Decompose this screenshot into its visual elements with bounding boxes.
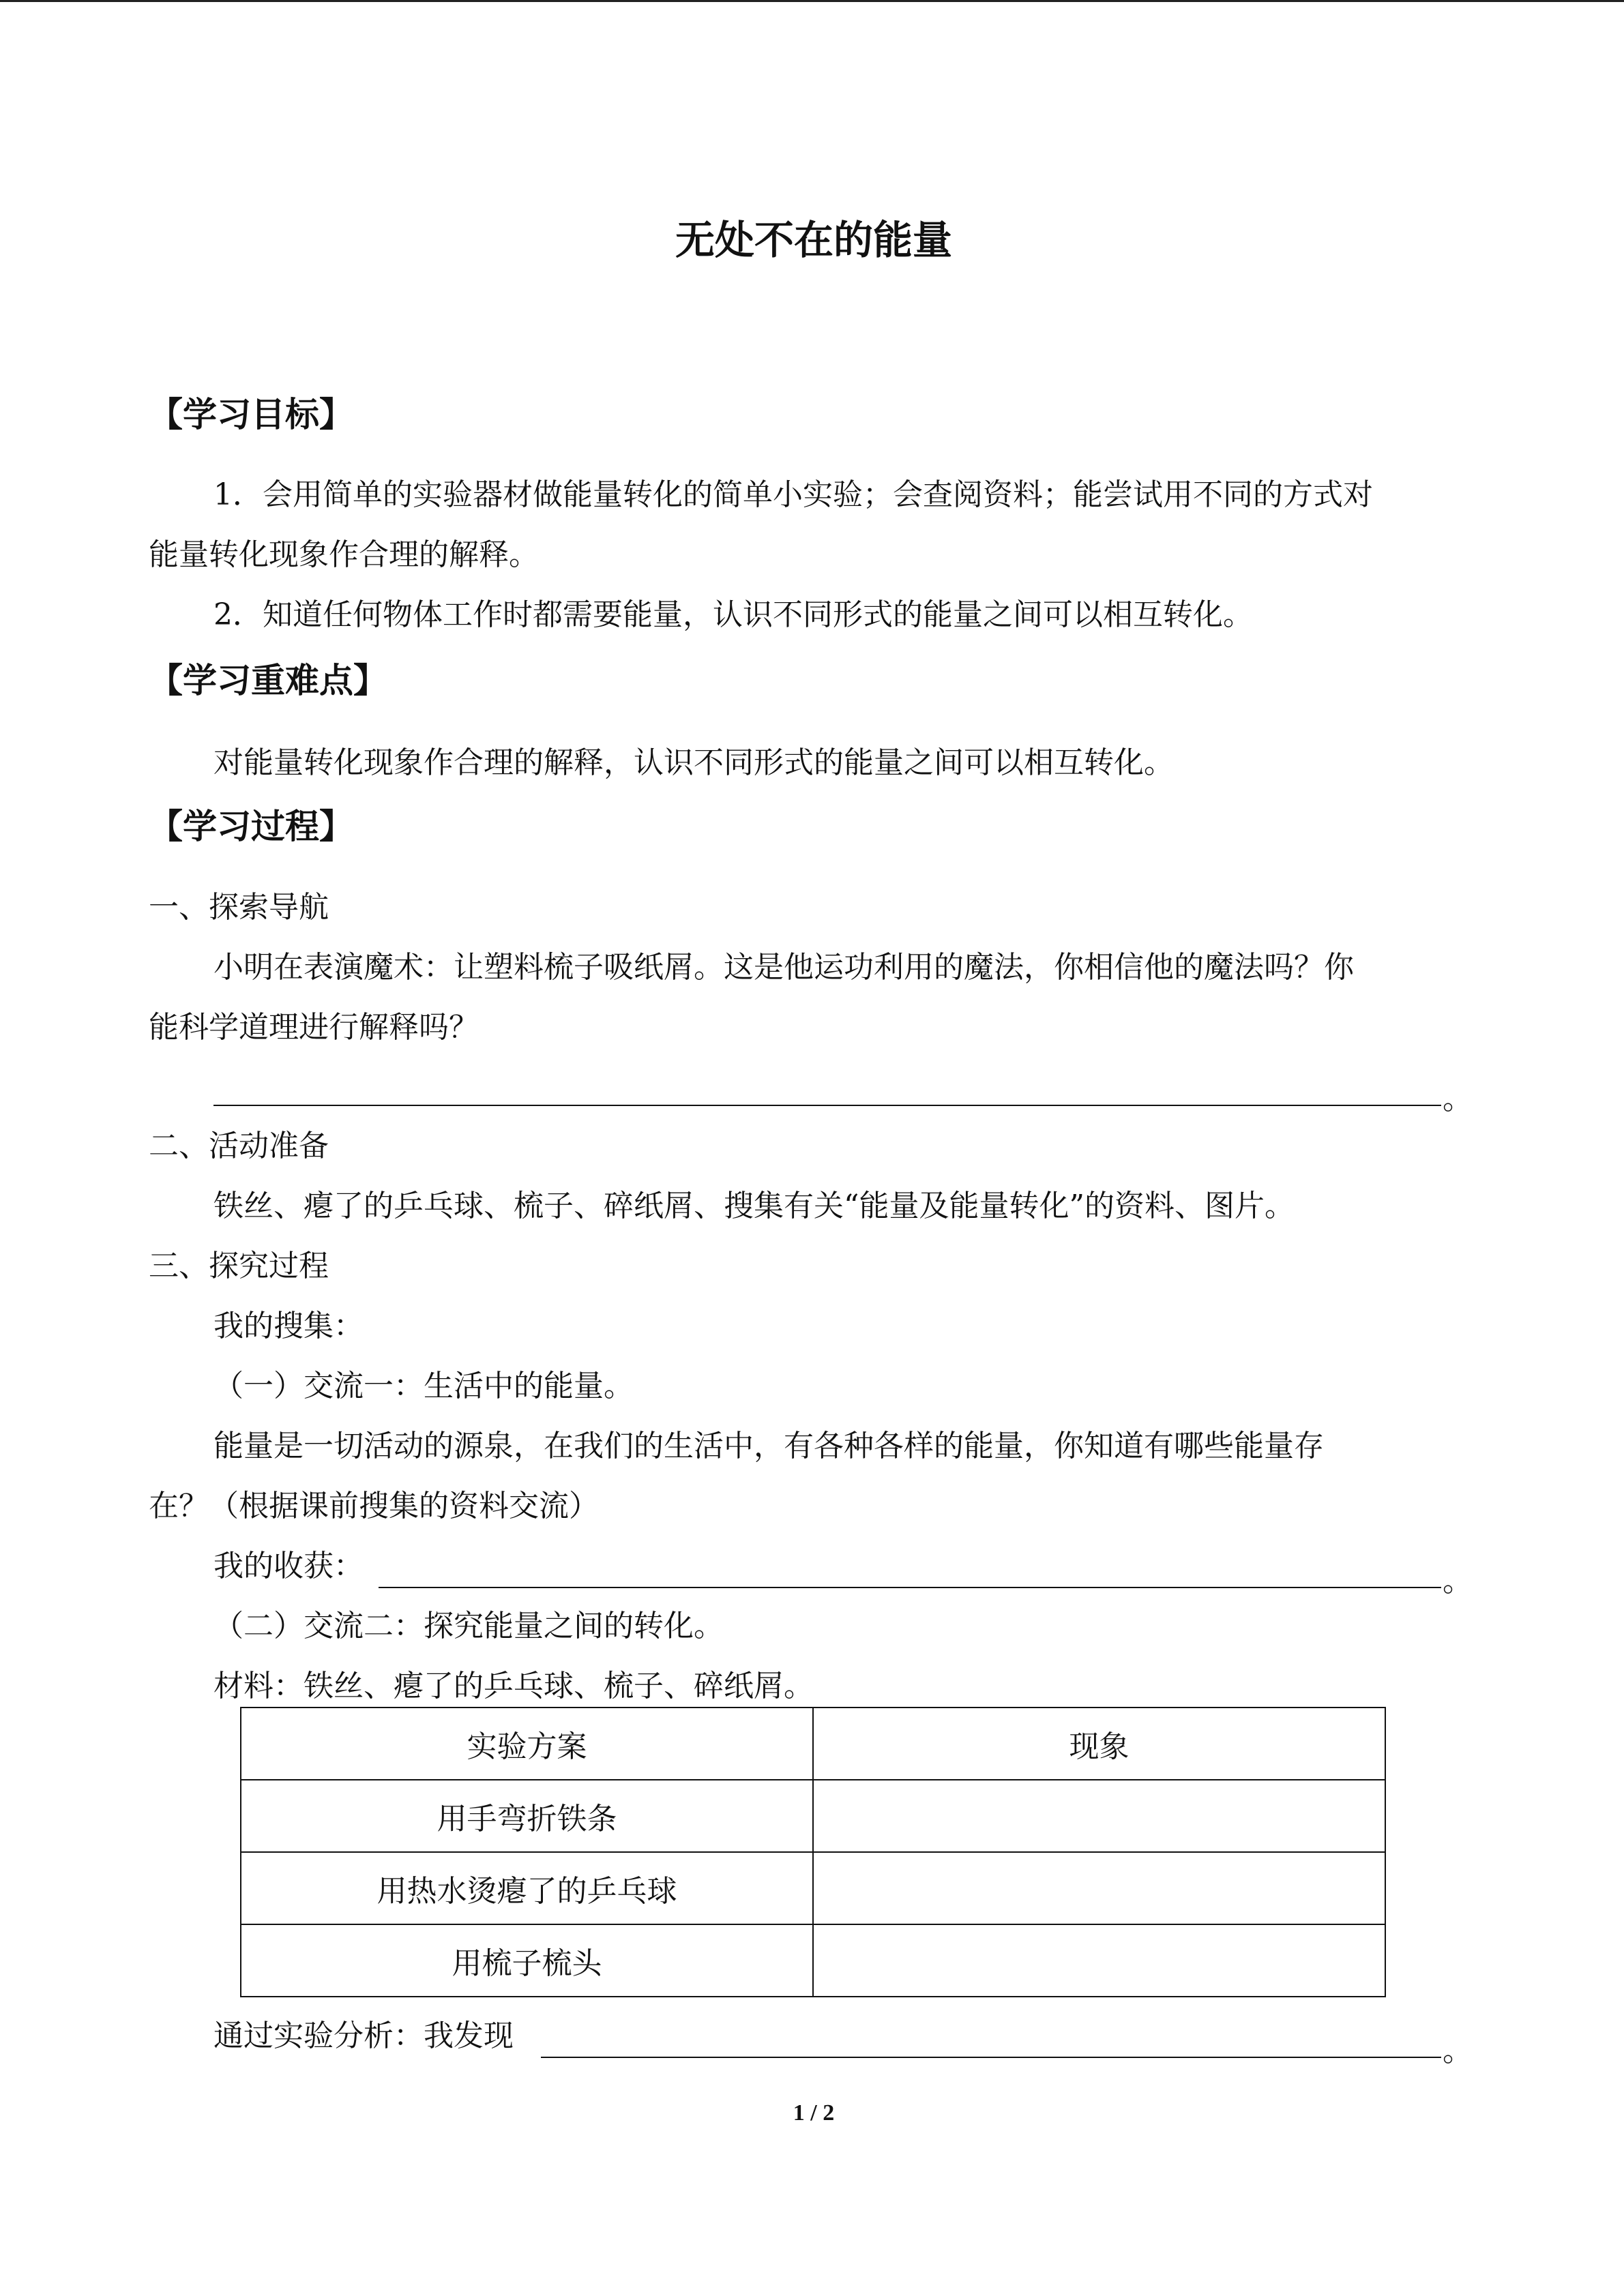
answer-line-harvest[interactable] [379, 1585, 1441, 1588]
exchange-1-line-1: 能量是一切活动的源泉，在我们的生活中，有各种各样的能量，你知道有哪些能量存 [213, 1429, 1324, 1463]
analysis-label: 通过实验分析：我发现 [213, 2018, 514, 2053]
part-2-text: 铁丝、瘪了的乒乓球、梳子、碎纸屑、搜集有关“能量及能量转化”的资料、图片。 [213, 1189, 1295, 1223]
part-1-line-1: 小明在表演魔术：让塑料梳子吸纸屑。这是他运功利用的魔法，你相信他的魔法吗？你 [213, 950, 1354, 985]
section-heading-goals: 【学习目标】 [149, 395, 353, 434]
section-heading-process: 【学习过程】 [149, 807, 353, 846]
phenomenon-cell[interactable] [813, 1780, 1385, 1852]
page-number: 1 / 2 [793, 2100, 835, 2126]
goal-item-1-line-1: 1．会用简单的实验器材做能量转化的简单小实验；会查阅资料；能尝试用不同的方式对 [213, 477, 1373, 512]
part-3-title: 三、探究过程 [149, 1249, 329, 1283]
goal-item-1-line-2: 能量转化现象作合理的解释。 [149, 537, 539, 572]
table-header-cell: 现象 [813, 1708, 1385, 1780]
key-points-text: 对能量转化现象作合理的解释，认识不同形式的能量之间可以相互转化。 [213, 745, 1174, 780]
period-mark: 。 [1443, 2033, 1473, 2068]
table-row [241, 1924, 1385, 1997]
exchange-1-line-2: 在？（根据课前搜集的资料交流） [149, 1489, 599, 1523]
experiment-plan-cell: 用热水烫瘪了的乒乓球 [241, 1852, 813, 1924]
part-1-title: 一、探索导航 [149, 890, 329, 925]
phenomenon-cell[interactable] [813, 1852, 1385, 1924]
exchange-1-title: （一）交流一：生活中的能量。 [213, 1369, 634, 1403]
table-row [241, 1852, 1385, 1924]
top-border-line [0, 0, 1624, 2]
harvest-label: 我的收获： [213, 1549, 364, 1583]
exchange-2-title: （二）交流二：探究能量之间的转化。 [213, 1609, 724, 1643]
materials-text: 材料：铁丝、瘪了的乒乓球、梳子、碎纸屑。 [213, 1669, 814, 1703]
answer-line-analysis[interactable] [541, 2055, 1441, 2058]
part-2-title: 二、活动准备 [149, 1129, 329, 1163]
table-row [241, 1780, 1385, 1852]
answer-line-part-1[interactable] [213, 1103, 1441, 1106]
table-header-row [241, 1708, 1385, 1780]
phenomenon-cell[interactable] [813, 1924, 1385, 1997]
experiment-table [240, 1707, 1386, 1997]
my-collection-label: 我的搜集： [213, 1309, 364, 1343]
table-header-cell: 实验方案 [241, 1708, 813, 1780]
period-mark: 。 [1443, 1564, 1473, 1598]
page-title: 无处不在的能量 [675, 217, 952, 263]
period-mark: 。 [1443, 1082, 1473, 1116]
part-1-line-2: 能科学道理进行解释吗？ [149, 1010, 479, 1045]
experiment-plan-cell: 用梳子梳头 [241, 1924, 813, 1997]
goal-item-2: 2．知道任何物体工作时都需要能量，认识不同形式的能量之间可以相互转化。 [213, 597, 1253, 632]
experiment-plan-cell: 用手弯折铁条 [241, 1780, 813, 1852]
section-heading-key-points: 【学习重难点】 [149, 661, 387, 700]
